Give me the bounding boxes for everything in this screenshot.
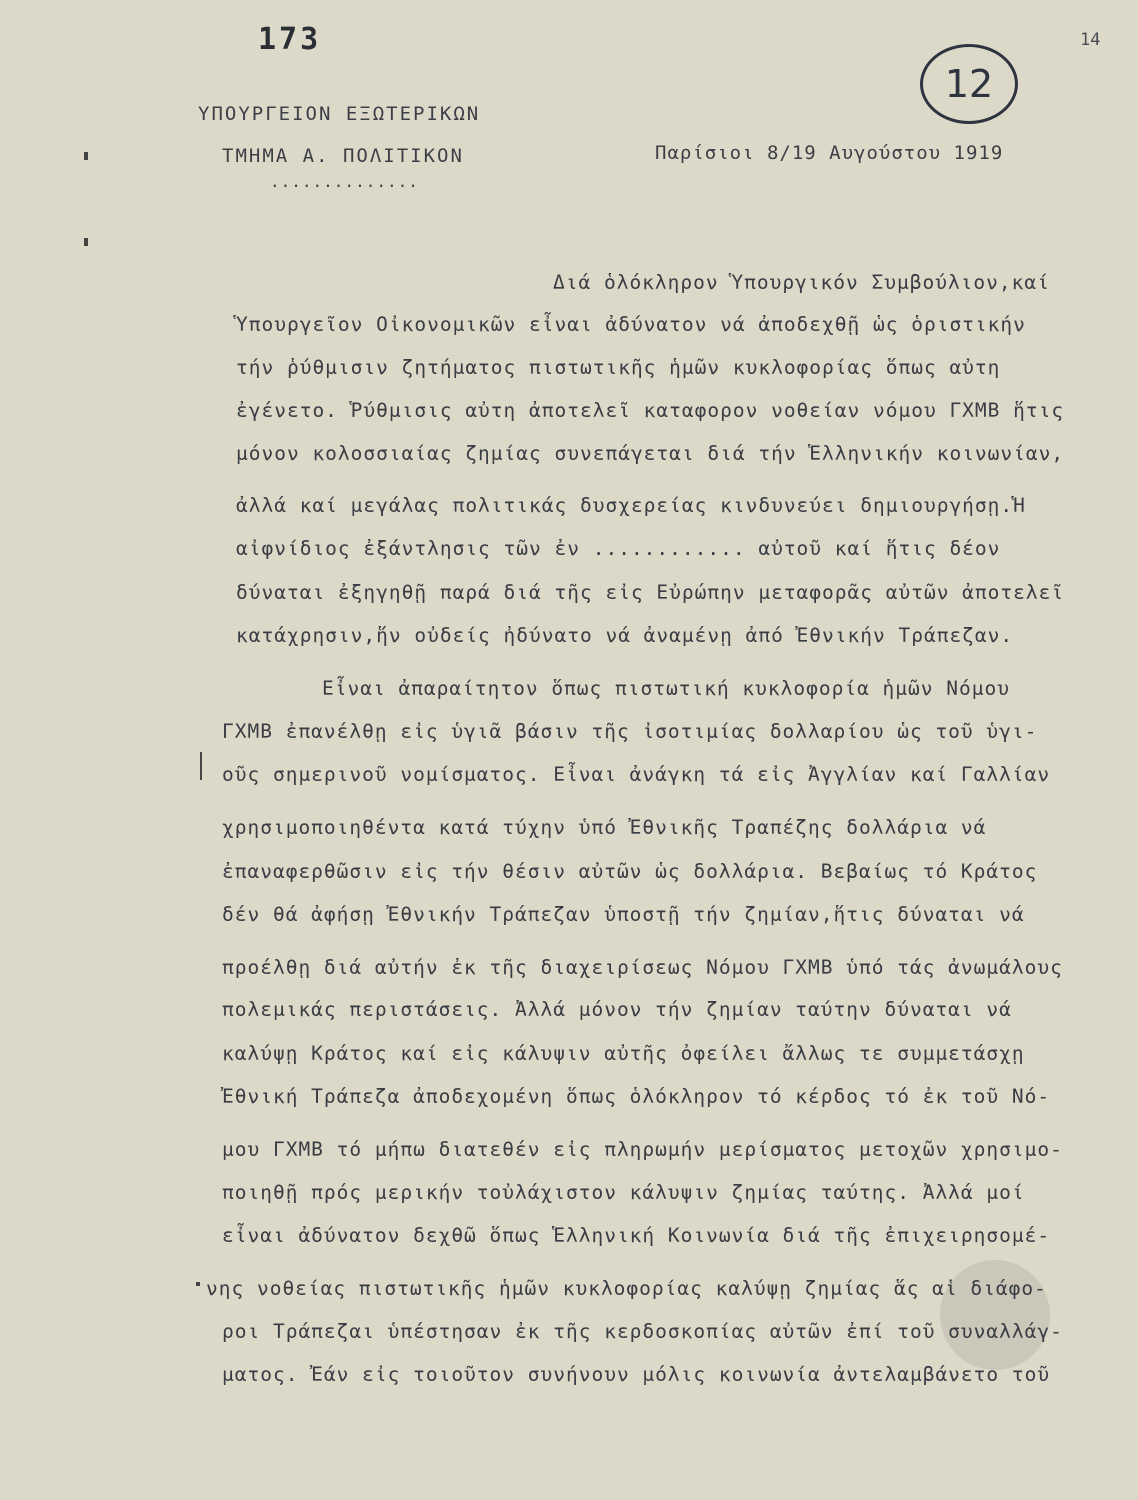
body-line: δέν θά ἀφήσῃ Ἐθνικήν Τράπεζαν ὑποστῇ τήν ζημίαν,ἥτις δύναται νά — [222, 903, 1025, 926]
corner-mark: 14 — [1080, 30, 1101, 50]
body-line: καλύψῃ Κράτος καί εἰς κάλυψιν αὐτῆς ὀφείλει ἄλλως τε συμμετάσχῃ — [222, 1042, 1025, 1065]
page-number: 173 — [258, 22, 322, 57]
department-heading: ΤΜΗΜΑ Α. ΠΟΛΙΤΙΚΟΝ — [222, 145, 464, 167]
body-line: δύναται ἐξηγηθῇ παρά διά τῆς εἰς Εὐρώπην μεταφορᾶς αὐτῶν ἀποτελεῖ — [236, 581, 1065, 604]
body-line: μόνον κολοσσιαίας ζημίας συνεπάγεται διά τήν Ἑλληνικήν κοινωνίαν, — [236, 442, 1065, 465]
place-date: Παρίσιοι 8/19 Αυγούστου 1919 — [655, 142, 1004, 164]
heading-dots: .............. — [270, 172, 419, 191]
body-line: πολεμικάς περιστάσεις. Ἀλλά μόνον τήν ζημίαν ταύτην δύναται νά — [222, 998, 1012, 1021]
circled-number — [920, 44, 1018, 124]
body-line: ἐγένετο. Ῥύθμισις αὐτη ἀποτελεῖ καταφορον νοθείαν νόμου ΓΧΜΒ ἥτις — [236, 399, 1065, 422]
body-line: ποιηθῇ πρός μερικήν τοὐλάχιστον κάλυψιν ζημίας ταύτης. Ἀλλά μοί — [222, 1181, 1025, 1204]
ministry-heading: ΥΠΟΥΡΓΕΙΟΝ ΕΞΩΤΕΡΙΚΩΝ — [198, 103, 481, 125]
margin-mark — [200, 752, 202, 780]
body-line: Ὑπουργεῖον Οἰκονομικῶν εἶναι ἀδύνατον νά ἀποδεχθῇ ὡς ὁριστικήν — [236, 313, 1026, 336]
margin-mark — [84, 238, 88, 246]
body-line: οῦς σημερινοῦ νομίσματος. Εἶναι ἀνάγκη τά εἰς Ἀγγλίαν καί Γαλλίαν — [222, 763, 1051, 786]
body-line: Διά ὁλόκληρον Ὑπουργικόν Συμβούλιον,καί — [553, 271, 1050, 294]
body-line: τήν ῥύθμισιν ζητήματος πιστωτικῆς ἡμῶν κυκλοφορίας ὅπως αὐτη — [236, 356, 1001, 379]
body-line: προέλθῃ διά αὐτήν ἐκ τῆς διαχειρίσεως Νόμου ΓΧΜΒ ὑπό τάς ἀνωμάλους — [222, 956, 1063, 979]
body-line: χρησιμοποιηθέντα κατά τύχην ὑπό Ἐθνικῆς Τραπέζης δολλάρια νά — [222, 816, 987, 839]
body-line: αἰφνίδιος ἐξάντλησις τῶν ἐν ............ αὐτοῦ καί ἥτις δέον — [236, 537, 1001, 560]
body-line: ἀλλά καί μεγάλας πολιτικάς δυσχερείας κινδυνεύει δημιουργήσῃ.Ἡ — [236, 494, 1026, 517]
margin-mark — [196, 1282, 200, 1286]
body-line: κατάχρησιν,ἥν οὐδείς ἠδύνατο νά ἀναμένῃ ἀπό Ἐθνικήν Τράπεζαν. — [236, 624, 1014, 647]
body-line: εἶναι ἀδύνατον δεχθῶ ὅπως Ἑλληνική Κοινωνία διά τῆς ἐπιχειρησομέ- — [222, 1224, 1051, 1247]
body-line: Εἶναι ἀπαραίτητον ὅπως πιστωτική κυκλοφορία ἡμῶν Νόμου — [322, 677, 1010, 700]
body-line: νης νοθείας πιστωτικῆς ἡμῶν κυκλοφορίας καλύψῃ ζημίας ἅς αἱ διάφο- — [206, 1277, 1047, 1300]
body-line: ροι Τράπεζαι ὑπέστησαν ἐκ τῆς κερδοσκοπίας αὐτῶν ἐπί τοῦ συναλλάγ- — [222, 1320, 1063, 1343]
body-line: ΓΧΜΒ ἐπανέλθῃ εἰς ὑγιᾶ βάσιν τῆς ἰσοτιμίας δολλαρίου ὡς τοῦ ὑγι- — [222, 720, 1038, 743]
body-line: ἐπαναφερθῶσιν εἰς τήν θέσιν αὐτῶν ὡς δολλάρια. Βεβαίως τό Κράτος — [222, 860, 1038, 883]
margin-mark — [84, 152, 88, 160]
body-line: Ἐθνική Τράπεζα ἀποδεχομένη ὅπως ὁλόκληρον τό κέρδος τό ἐκ τοῦ Νό- — [222, 1085, 1051, 1108]
circled-number-text: 12 — [944, 62, 994, 106]
body-line: ματος. Ἐάν εἰς τοιοῦτον συνήνουν μόλις κοινωνία ἀντελαμβάνετο τοῦ — [222, 1363, 1051, 1386]
body-line: μου ΓΧΜΒ τό μήπω διατεθέν εἰς πληρωμήν μερίσματος μετοχῶν χρησιμο- — [222, 1138, 1063, 1161]
